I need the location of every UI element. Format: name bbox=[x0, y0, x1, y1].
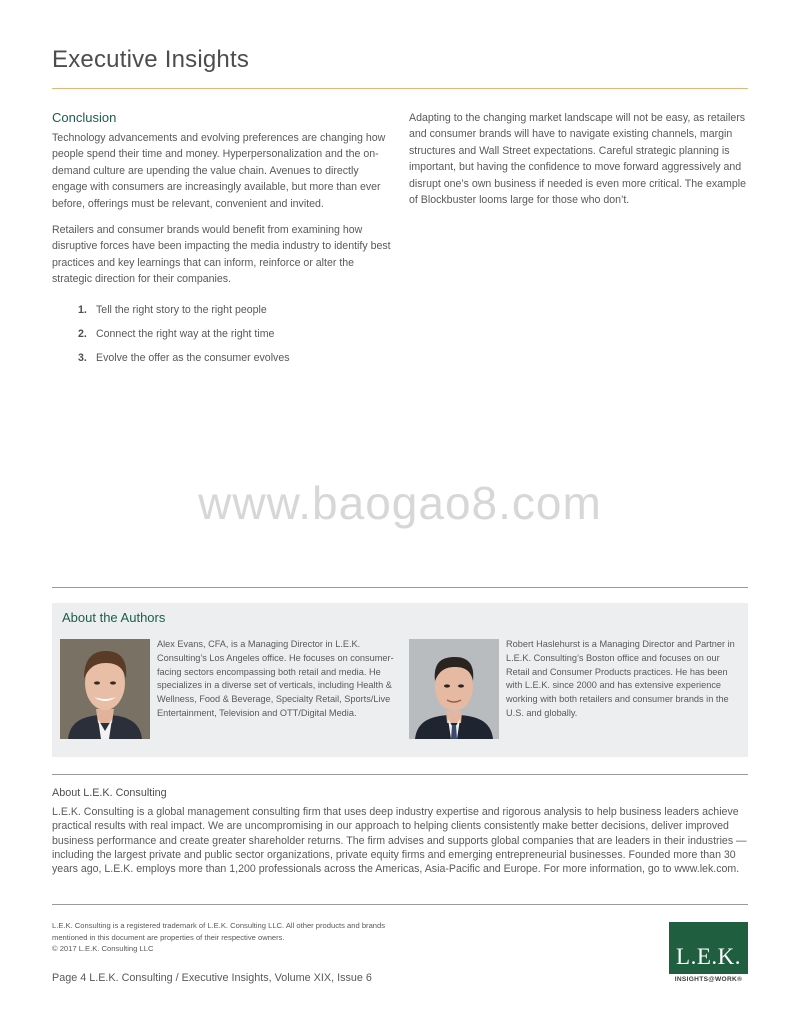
legal-notice bbox=[52, 920, 412, 955]
about-heading: About L.E.K. Consulting bbox=[52, 787, 167, 799]
key-takeaways-list bbox=[78, 304, 394, 367]
authors-top-divider bbox=[52, 587, 748, 588]
list-item bbox=[78, 352, 394, 367]
conclusion-right-column bbox=[409, 110, 749, 218]
author-bio-alex-evans: Alex Evans, CFA, is a Managing Director in L.E.K. Consulting’s Los Angeles office. He focuses on consumer-facing sectors encompassing both retail and media. He specializes in a diverse set of verticals, including Health & Wellness, Food & Beverage, Specialty Retail, Sports/Live Entertainment, Television and OTT/Digital Media. bbox=[157, 639, 394, 718]
list-item-number: 1. bbox=[78, 303, 87, 316]
list-item-number: 2. bbox=[78, 327, 87, 340]
list-item-number: 3. bbox=[78, 351, 87, 364]
lek-logo bbox=[669, 922, 748, 974]
header-divider bbox=[52, 88, 748, 89]
page-title: Executive Insights bbox=[52, 46, 250, 73]
logo-wordmark: L.E.K. bbox=[676, 944, 741, 969]
about-body-text: L.E.K. Consulting is a global management consulting firm that uses deep industry expertise and rigorous analysis to help business leaders achieve practical results with real impact. We are uncompromising in our approach to helping clients consistently make better decisions, deliver improved business performance and create greater shareholder returns. The firm advises and supports global companies that are leaders in their industries — including the largest private and public sector organizations, private equity firms and emerging entrepreneurial businesses. Founded more than 30 years ago, L.E.K. employs more than 1,200 professionals across the Americas, Asia-Pacific and Europe. For more information, go to www.lek.com. bbox=[52, 806, 747, 876]
list-item bbox=[78, 328, 394, 343]
conclusion-paragraph-3: Adapting to the changing market landscape will not be easy, as retailers and consumer brands will have to navigate existing channels, margin structures and Wall Street expectations. Careful strategic planning is important, but having the confidence to move forward aggressively and disrupt one’s own business if needed is even more critical. The example of Blockbuster looms large for those who don’t. bbox=[409, 112, 747, 207]
list-item-text: Tell the right story to the right people bbox=[96, 303, 267, 316]
watermark: www.baogao8.com bbox=[198, 477, 602, 529]
authors-heading: About the Authors bbox=[62, 610, 166, 625]
conclusion-heading: Conclusion bbox=[52, 110, 117, 125]
list-item-text: Connect the right way at the right time bbox=[96, 327, 275, 340]
author-photo-robert-haslehurst bbox=[409, 639, 499, 739]
trademark-text: L.E.K. Consulting is a registered trademark of L.E.K. Consulting LLC. All other products and brands mentioned in this document are properties of their respective owners. bbox=[52, 921, 386, 942]
legal-top-divider bbox=[52, 904, 748, 905]
logo-tagline: INSIGHTS@WORK® bbox=[674, 976, 743, 983]
conclusion-paragraph-2: Retailers and consumer brands would benefit from examining how disruptive forces have been impacting the media industry to identify best practices and key learnings that can inform, reinforce or alter the strategic direction for their companies. bbox=[52, 224, 391, 286]
conclusion-left-column bbox=[52, 110, 394, 376]
author-bio-robert-haslehurst: Robert Haslehurst is a Managing Director and Partner in L.E.K. Consulting’s Boston office and focuses on our Retail and Consumer Products practices. He has been with L.E.K. since 2000 and has extensive experience working with both retailers and consumer brands in the U.S. and globally. bbox=[506, 639, 735, 718]
list-item-text: Evolve the offer as the consumer evolves bbox=[96, 351, 290, 364]
page-footer: Page 4 L.E.K. Consulting / Executive Insights, Volume XIX, Issue 6 bbox=[52, 972, 372, 984]
about-top-divider bbox=[52, 774, 748, 775]
conclusion-paragraph-1: Technology advancements and evolving preferences are changing how people spend their time and money. Hyperpersonalization and the on-demand culture are upending the value chain. Avenues to directly engage with consumers are increasingly available, but more than ever before, offerings must be relevant, convenient and invited. bbox=[52, 132, 386, 210]
list-item bbox=[78, 304, 394, 319]
copyright-text: © 2017 L.E.K. Consulting LLC bbox=[52, 944, 154, 954]
author-photo-alex-evans bbox=[60, 639, 150, 739]
